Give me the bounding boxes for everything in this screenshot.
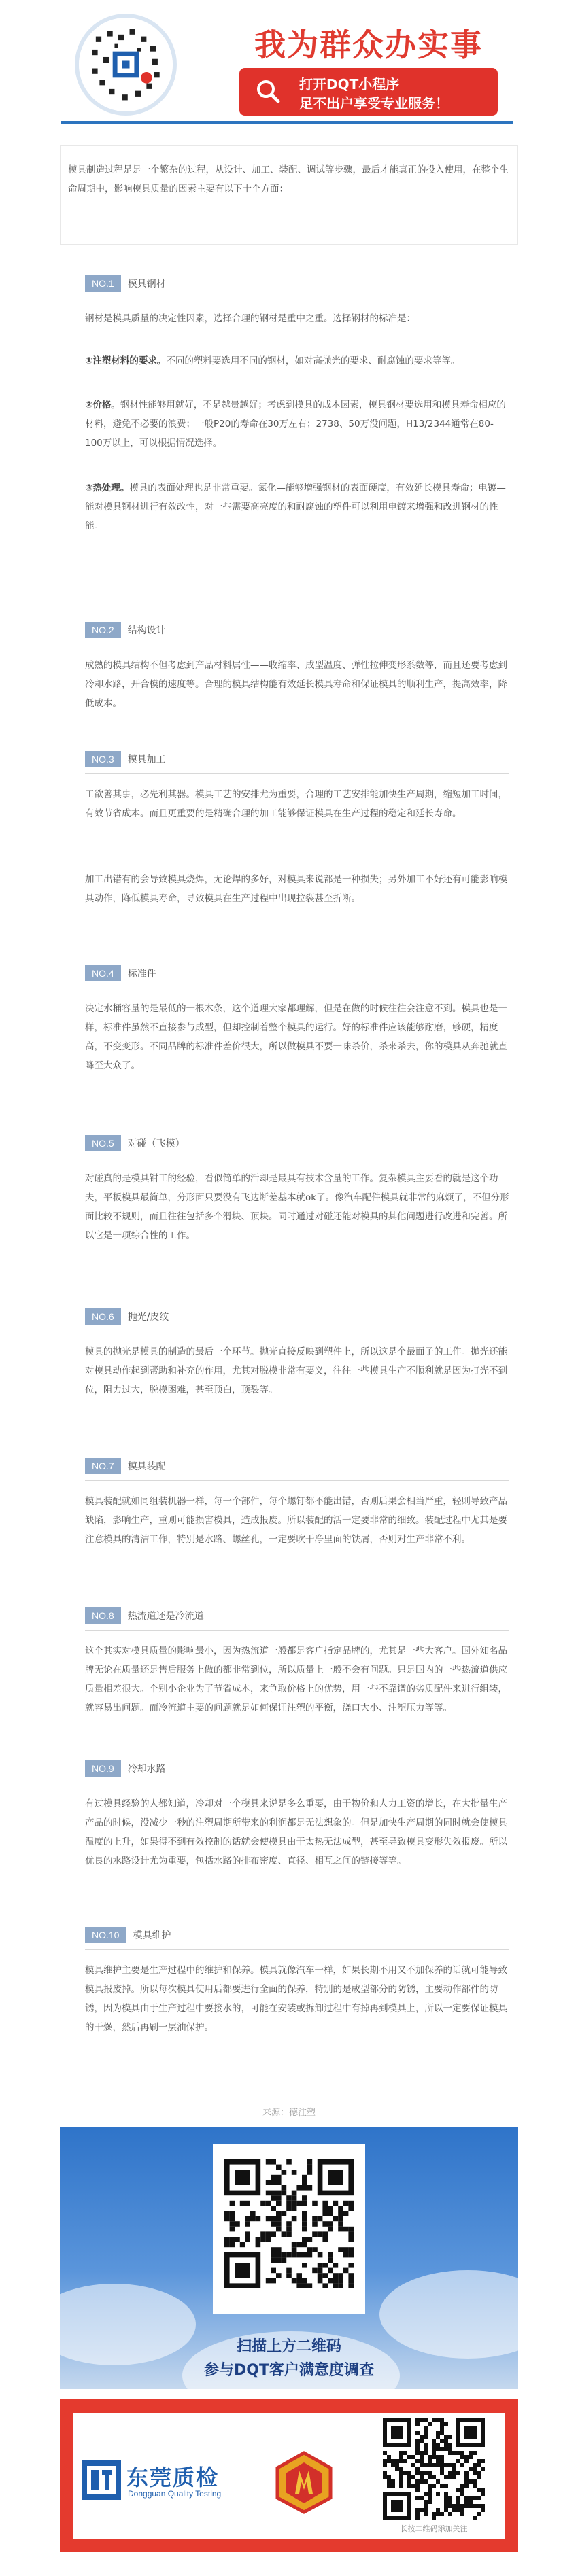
section-paragraph: 模具维护主要是生产过程中的维护和保养。模具就像汽车一样，如果长期不用又不加保养的话就可能导致模具报废掉。所以每次模具使用后都要进行全面的保养，特别的是成型部分的防锈，主要动作部件的防锈，因为模具由于生产过程中要接水的，可能在安装或拆卸过程中有掉再到模具上，所以一定要保证模具的干燥，然后再刷一层油保护。 xyxy=(85,1965,507,2033)
section-paragraph: 对碰真的是模具钳工的经验，看似简单的活却是最具有技术含量的工作。复杂模具主要看的就是这个功夫，平板模具最简单，分形面只要没有飞边断差基本就ok了。像汽车配件模具就非常的麻烦了，不但分形面比较不规则，而且往往包括多个滑块、顶块。同时通过对碰还能对模具的其他问题进行改进和完善。所以它是一项综合性的工作。 xyxy=(85,1173,509,1241)
brand-panel xyxy=(73,2413,505,2539)
brand-name-en: Dongguan Quality Testing xyxy=(128,2489,222,2499)
section-number-badge: NO.1 xyxy=(85,275,121,292)
section-title: 冷却水路 xyxy=(127,1764,166,1775)
section-number-badge: NO.7 xyxy=(85,1458,121,1474)
brand-name: 东莞质检 xyxy=(126,2465,220,2490)
section-paragraph: 这个其实对模具质量的影响最小，因为热流道一般都是客户指定品牌的，尤其是一些大客户。国外知名品牌无论在质量还是售后服务上做的都非常到位，所以质量上一般不会有问题。只是国内的一些热流道供应质量相差很大。个别小企业为了节省成本，来争取价格上的优势，用一些不靠谱的劣质配件来进行组装，就容易出问题。而冷流道主要的问题就是如何保证注塑的平衡，浇口大小、注塑压力等等。 xyxy=(85,1646,507,1713)
section-paragraph: 工欲善其事，必先利其器。模具工艺的安排尤为重要，合理的工艺安排能加快生产周期，缩短加工时间，有效节省成本。而且更重要的是精确合理的加工能够保证模具在生产过程的稳定和延长寿命。 xyxy=(85,789,507,819)
qr-caption: 长按二维码添加关注 xyxy=(400,2524,468,2533)
section-paragraph: 钢材是模具质量的决定性因素，选择合理的钢材是重中之重。选择钢材的标准是： xyxy=(85,313,415,324)
cma-badge-icon xyxy=(272,2450,337,2515)
mini-program-qr-icon[interactable] xyxy=(75,14,177,116)
section-header xyxy=(85,1927,171,1943)
section-paragraph: 模具的抛光是模具的制造的最后一个环节。抛光直接反映到塑件上，所以这是个最面子的工作。抛光还能对模具动作起到帮助和补充的作用，尤其对脱模非常有要义，往往一些模具生产不顺利就是因为打光不到位，阻力过大，脱模困难，甚至顶白，顶裂等。 xyxy=(85,1346,507,1395)
section-header xyxy=(85,275,166,292)
follow-qr-code[interactable] xyxy=(383,2418,485,2520)
open-mini-program-banner[interactable] xyxy=(239,68,498,116)
qr-code-icon xyxy=(224,2159,354,2288)
section-title: 热流道还是冷流道 xyxy=(127,1611,204,1622)
header-title: 我为群众办实事 xyxy=(254,27,483,63)
section-header xyxy=(85,1607,204,1624)
section-title: 模具维护 xyxy=(133,1930,171,1941)
source-credit: 来源：德注塑 xyxy=(262,2108,316,2118)
promo-line-1: 扫描上方二维码 xyxy=(236,2338,341,2355)
section-paragraph: ①注塑材料的要求。不同的塑料要选用不同的钢材，如对高抛光的要求、耐腐蚀的要求等等。 xyxy=(85,355,460,366)
section-divider xyxy=(85,773,509,774)
section-number-badge: NO.2 xyxy=(85,622,121,638)
search-icon xyxy=(254,77,282,105)
section-divider xyxy=(85,1480,509,1481)
header xyxy=(0,0,578,129)
section-header xyxy=(85,622,166,638)
section-paragraph: 有过模具经验的人都知道，冷却对一个模具来说是多么重要，由于物价和人力工资的增长，在大批量生产产品的时候，没减少一秒的注塑周期所带来的利润都是无法想象的。但是加快生产周期的同时就会使模具温度的上升，如果得不到有效控制的话就会使模具由于太热无法成型，甚至导致模具变形失效报废。所以优良的水路设计尤为重要，包括水路的排布密度、直径、相互之间的链接等等。 xyxy=(85,1798,507,1866)
section-title: 标准件 xyxy=(127,969,156,979)
section-divider xyxy=(85,1949,509,1950)
section-divider xyxy=(85,1630,509,1631)
section-number-badge: NO.8 xyxy=(85,1607,121,1624)
dqt-logo-icon xyxy=(82,2460,121,2500)
brand-footer xyxy=(60,2399,518,2552)
section-paragraph: 决定水桶容量的是最低的一根木条，这个道理大家都理解，但是在做的时候往往会注意不到。模具也是一样，标准件虽然不直接参与成型，但却控制着整个模具的运行。好的标准件应该能够耐磨，够硬，精度高，不变变形。不同品牌的标准件差价很大，所以做模具不要一味杀价，杀来杀去，你的模具从奔驰就直降至大众了。 xyxy=(85,1003,507,1071)
qr-code-icon xyxy=(79,18,173,111)
section-header xyxy=(85,1308,169,1325)
section-number-badge: NO.6 xyxy=(85,1308,121,1325)
intro-text: 模具制造过程是是一个繁杂的过程，从设计、加工、装配、调试等步骤，最后才能真正的投入使用，在整个生命周期中，影响模具质量的因素主要有以下十个方面： xyxy=(68,164,509,194)
survey-qr-card[interactable] xyxy=(213,2144,365,2314)
qr-code-icon xyxy=(383,2418,485,2520)
section-number-badge: NO.10 xyxy=(85,1927,126,1943)
section-header xyxy=(85,1458,166,1474)
section-paragraph: 加工出错有的会导致模具烧焊，无论焊的多好，对模具来说都是一种损失；另外加工不好还有可能影响模具动作，降低模具寿命，导致模具在生产过程中出现拉裂甚至折断。 xyxy=(85,874,507,904)
section-title: 对碰（飞模） xyxy=(127,1138,185,1149)
section-paragraph: 成熟的模具结构不但考虑到产品材料属性——收缩率、成型温度、弹性拉伸变形系数等，而且还要考虑到冷却水路，开合模的速度等。合理的模具结构能有效延长模具寿命和保证模具的顺利生产，提高效率，降低成本。 xyxy=(85,660,507,709)
header-divider xyxy=(61,121,513,124)
survey-promo xyxy=(60,2127,518,2389)
section-title: 模具加工 xyxy=(127,754,166,765)
section-header xyxy=(85,1135,185,1151)
section-number-badge: NO.5 xyxy=(85,1135,121,1151)
section-number-badge: NO.9 xyxy=(85,1760,121,1777)
section-title: 模具钢材 xyxy=(127,279,166,290)
section-header xyxy=(85,965,156,981)
section-paragraph: ③热处理。模具的表面处理也是非常重要。氮化—能够增强钢材的表面硬度，有效延长模具寿命；电镀—能对模具钢材进行有效改性，对一些需要高亮度的和耐腐蚀的塑件可以利用电镀来增强和改进钢材的性能。 xyxy=(85,483,506,532)
section-number-badge: NO.3 xyxy=(85,751,121,767)
section-header xyxy=(85,1760,166,1777)
banner-line-1: 打开DQT小程序 xyxy=(299,76,400,92)
section-title: 模具装配 xyxy=(127,1461,166,1472)
promo-line-2: 参与DQT客户满意度调查 xyxy=(204,2362,374,2379)
banner-line-2: 足不出户享受专业服务！ xyxy=(299,95,449,111)
section-paragraph: ②价格。钢材性能够用就好，不是越贵越好；考虑到模具的成本因素，模具钢材要选用和模具寿命相应的材料，避免不必要的浪费；一般P20的寿命在30万左右；2738、50万没问题，H13/2344通常在80-100万以上，可以根据情况选择。 xyxy=(85,400,506,449)
section-title: 结构设计 xyxy=(127,625,166,636)
section-title: 抛光/皮纹 xyxy=(127,1312,169,1323)
section-number-badge: NO.4 xyxy=(85,965,121,981)
section-paragraph: 模具装配就如同组装机器一样，每一个部件，每个螺钉都不能出错，否则后果会相当严重，轻则导致产品缺陷，影响生产，重则可能损害模具，造成报废。所以装配的活一定要非常的细致。装配过程中尤其是要注意模具的清洁工作，特别是水路、螺丝孔，一定要吹干净里面的铁屑，否则对生产非常不利。 xyxy=(85,1496,507,1545)
section-header xyxy=(85,751,166,767)
